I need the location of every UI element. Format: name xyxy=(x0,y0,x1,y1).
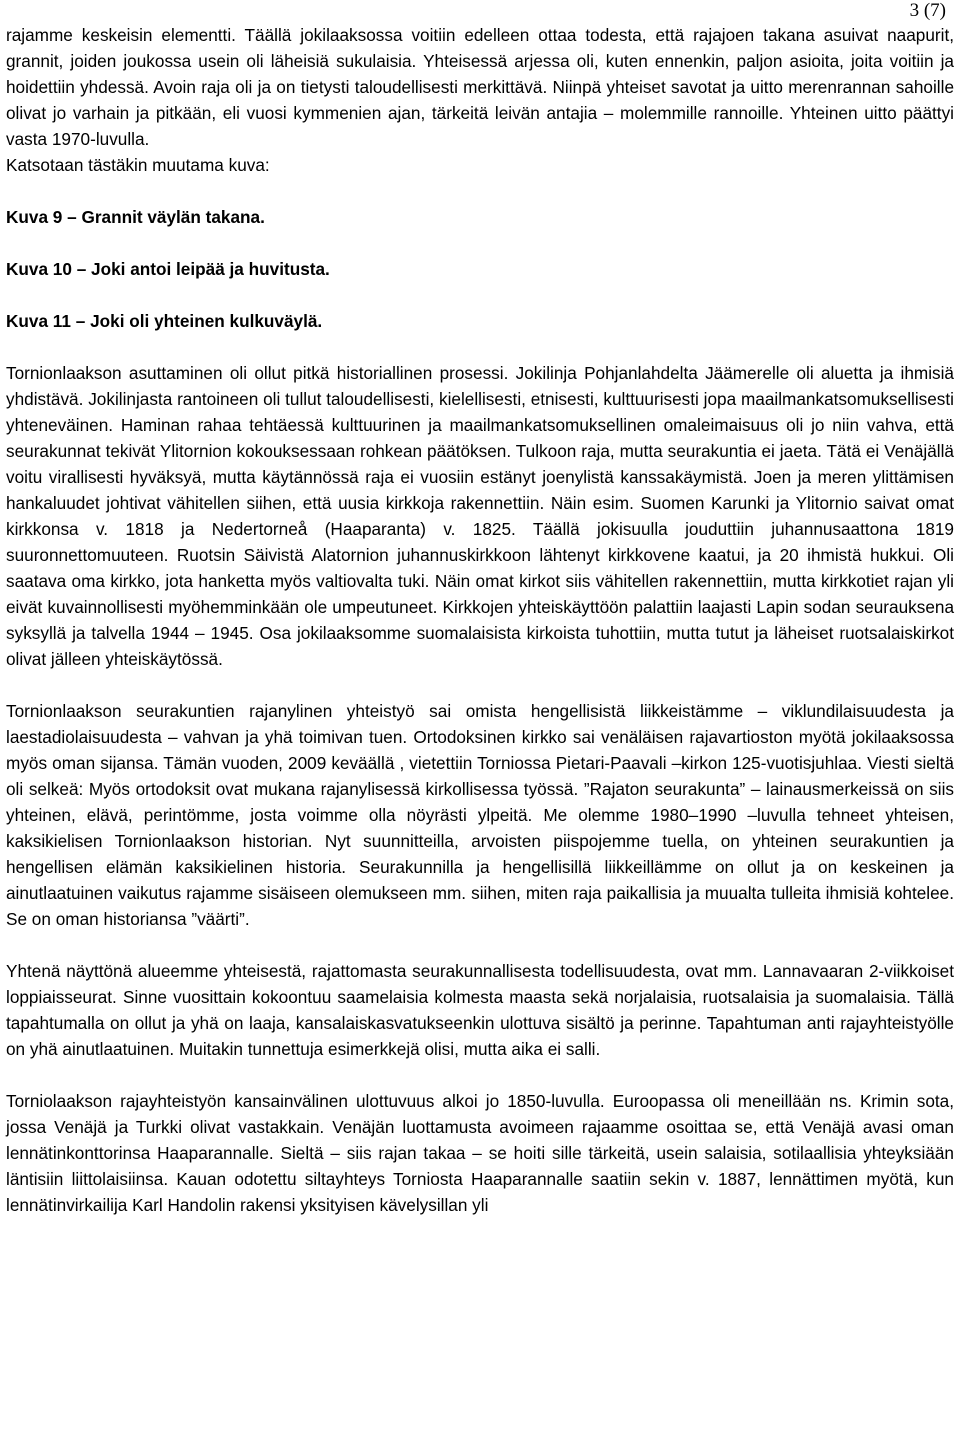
paragraph-2: Katsotaan tästäkin muutama kuva: xyxy=(6,155,270,175)
page-number: 3 (7) xyxy=(909,0,946,21)
paragraph-6: Torniolaakson rajayhteistyön kansainvälinen ulottuvuus alkoi jo 1850-luvulla. Euroopassa oli meneillään ns. Krimin sota, jossa Venäjä ja Turkki olivat vastakkain. Venäjän luottamusta avoimeen rajaamme osoittaa se, että Venäjä avasi oman lennätinkonttorinsa Haaparannalle. Sieltä – siis rajan takaa – se hoiti sille tärkeitä, usein salaisia, sotilaallisia yhteyksiään läntisiin liittolaisiinsa. Kauan odotettu siltayhteys Torniosta Haaparannalle saatiin sekin v. 1887, lennättimen myötä, kun lennätinvirkailija Karl Handolin rakensi yksityisen kävelysillan yli xyxy=(6,1091,954,1215)
paragraph-4: Tornionlaakson seurakuntien rajanylinen yhteistyö sai omista hengellisistä liikkeistämme – viklundilaisuudesta ja laestadiolaisuudesta – vahvan ja yhä toimivan tuen. Ortodoksinen kirkko sai venäläisen rajavartioston myötä jokilaaksossa myös oman sijansa. Tämän vuoden, 2009 keväällä , vietettiin Torniossa Pietari-Paavali –kirkon 125-vuotisjuhlaa. Viesti sieltä oli selkeä: Myös ortodoksit ovat mukana rajanylisessä kirkollisessa työssä. ”Rajaton seurakunta” – lainausmerkeissä on siis yhteinen, elävä, perintömme, josta voimme olla nöyrästi ylpeitä. Me olemme 1980–1990 –luvulla tehneet yhteisen, kaksikielisen Tornionlaakson historian. Nyt suunnitteilla, arvoisten piispojemme tuella, on yhteinen seurakuntien ja hengellisen elämän kaksikielinen historia. Seurakunnilla ja hengellisillä liikkeillämme on ollut ja on keskeinen ja ainutlaatuinen vaikutus rajamme sisäiseen olemukseen mm. siihen, miten raja paikallisia ja muualta tulleita ihmisiä kohtelee. Se on oman historiansa ”väärti”. xyxy=(6,701,954,929)
paragraph-3: Tornionlaakson asuttaminen oli ollut pitkä historiallinen prosessi. Jokilinja Pohjanlahdelta Jäämerelle oli aluetta ja ihmisiä yhdistävä. Jokilinjasta rantoineen oli tullut taloudellisesti, kielellisesti, etnisesti, kulttuurisesti jopa maailmankatsomuksellisesti yhteneväinen. Haminan rahaa tehtäessä kulttuurinen ja maailmankatsomuksellinen omaleimaisuus oli jo niin vahva, että seurakunnat tekivät Ylitornion kokouksessaan rohkean päätöksen. Tulkoon raja, mutta seurakuntia ei jaeta. Tätä ei Venäjällä voitu virallisesti hyväksyä, mutta käytännössä raja ei vuosiin estänyt joenylistä kanssakäymistä. Joen ja meren ylittämisen hankaluudet johtivat vähitellen siihen, että uusia kirkkoja rakennettiin. Näin esim. Suomen Karunki ja Ylitornio saivat omat kirkkonsa v. 1818 ja Nedertorneå (Haaparanta) v. 1825. Täällä jokisuulla jouduttiin juhannusaattona 1819 suuronnettomuuteen. Ruotsin Säivistä Alatornion juhannuskirkkoon lähtenyt kirkkovene kaatui, ja 20 ihmistä hukkui. Oli saatava oma kirkko, jota hanketta myös valtiovalta tuki. Näin omat kirkot siis vähitellen rakennettiin, mutta kirkkotiet rajan yli eivät kuvainnollisesti myöhemminkään ole umpeutuneet. Kirkkojen yhteiskäyttöön palattiin laajasti Lapin sodan seurauksena syksyllä ja talvella 1944 – 1945. Osa jokilaaksomme suomalaisista kirkoista tuhottiin, mutta tutut ja läheiset ruotsalaiskirkot olivat jälleen yhteiskäytössä. xyxy=(6,363,954,669)
document-body xyxy=(6,22,954,1218)
caption-kuva-10: Kuva 10 – Joki antoi leipää ja huvitusta. xyxy=(6,259,330,279)
caption-kuva-11: Kuva 11 – Joki oli yhteinen kulkuväylä. xyxy=(6,311,323,331)
paragraph-5: Yhtenä näyttönä alueemme yhteisestä, rajattomasta seurakunnallisesta todellisuudesta, ovat mm. Lannavaaran 2-viikkoiset loppiaisseurat. Sinne vuosittain kokoontuu saamelaisia kolmesta maasta sekä norjalaisia, ruotsalaisia ja suomalaisia. Tällä tapahtumalla on ollut ja yhä on laaja, kansalaiskasvatukseenkin ulottuva sisältö ja perinne. Tapahtuman anti rajayhteistyölle on yhä ainutlaatuinen. Muitakin tunnettuja esimerkkejä olisi, mutta aika ei salli. xyxy=(6,961,954,1059)
paragraph-1: rajamme keskeisin elementti. Täällä jokilaaksossa voitiin edelleen ottaa todesta, että rajajoen takana asuivat naapurit, grannit, joiden joukossa usein oli läheisiä sukulaisia. Yhteisessä arjessa oli, kuten ennenkin, paljon asioita, joita voitiin ja hoidettiin yhdessä. Avoin raja oli ja on tietysti taloudellisesti merkittävä. Niinpä yhteiset savotat ja uitto merenrannan sahoille olivat jo varhain ja pitkään, eli vuosi kymmenien ajan, tärkeitä leivän antajia – molemmille rannoille. Yhteinen uitto päättyi vasta 1970-luvulla. xyxy=(6,25,954,149)
caption-kuva-9: Kuva 9 – Grannit väylän takana. xyxy=(6,207,265,227)
